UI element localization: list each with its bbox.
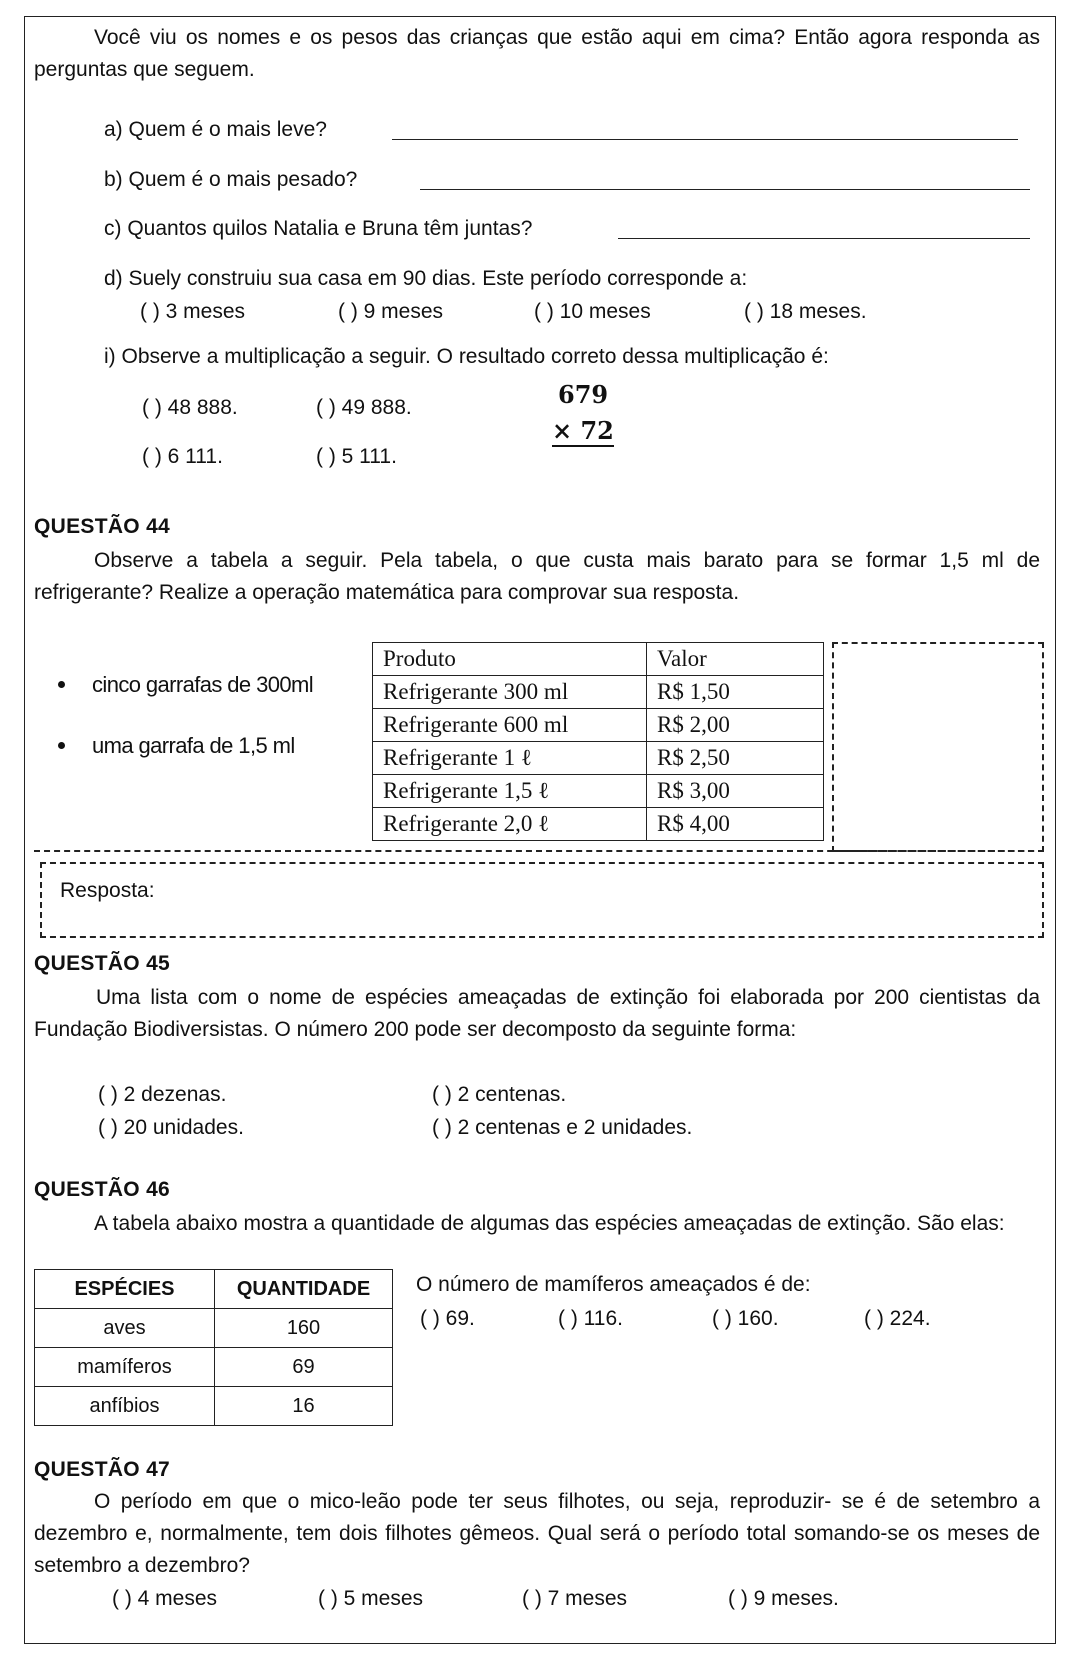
question-b: b) Quem é o mais pesado?	[104, 168, 358, 191]
table-cell: R$ 1,50	[647, 676, 824, 709]
option-d-3[interactable]: ( ) 10 meses	[534, 300, 651, 323]
table-cell: Refrigerante 600 ml	[373, 709, 647, 742]
question-d: d) Suely construiu sua casa em 90 dias. Este período corresponde a:	[104, 267, 748, 290]
calculation-box-top[interactable]	[832, 642, 1044, 852]
table-cell: R$ 4,00	[647, 808, 824, 841]
q44-bullet-1: cinco garrafas de 300ml	[92, 672, 313, 697]
option-d-4[interactable]: ( ) 18 meses.	[744, 300, 867, 323]
table-row	[373, 709, 824, 742]
q46-option-1[interactable]: ( ) 69.	[420, 1307, 475, 1330]
q44-text: Observe a tabela a seguir. Pela tabela, o que custa mais barato para se formar 1,5 ml de refrigerante? Realize a operação matemática para comprovar sua resposta.	[34, 549, 1040, 604]
table-header-cell: Produto	[373, 643, 647, 676]
question-i: i) Observe a multiplicação a seguir. O resultado correto dessa multiplicação é:	[104, 345, 829, 368]
price-table	[372, 642, 824, 841]
q47-option-4[interactable]: ( ) 9 meses.	[728, 1587, 839, 1610]
multiplication-bottom: × 72	[552, 416, 614, 445]
table-cell: R$ 2,50	[647, 742, 824, 775]
option-i-3[interactable]: ( ) 6 111.	[142, 445, 223, 468]
table-row	[35, 1348, 393, 1387]
q47-option-3[interactable]: ( ) 7 meses	[522, 1587, 628, 1610]
option-i-2[interactable]: ( ) 49 888.	[316, 396, 412, 419]
table-cell: 16	[215, 1387, 393, 1426]
bullet-icon	[58, 681, 65, 688]
question-a: a) Quem é o mais leve?	[104, 118, 327, 141]
table-row	[35, 1309, 393, 1348]
q46-option-3[interactable]: ( ) 160.	[712, 1307, 779, 1330]
table-row	[373, 775, 824, 808]
q45-option-4[interactable]: ( ) 2 centenas e 2 unidades.	[432, 1116, 693, 1139]
q46-option-2[interactable]: ( ) 116.	[558, 1307, 623, 1330]
q46-text: A tabela abaixo mostra a quantidade de algumas das espécies ameaçadas de extinção. São elas:	[94, 1212, 1005, 1235]
q45-option-3[interactable]: ( ) 20 unidades.	[98, 1116, 244, 1139]
answer-label: Resposta:	[60, 879, 155, 902]
bullet-icon	[58, 742, 65, 749]
intro-text: Você viu os nomes e os pesos das crianças que estão aqui em cima? Então agora responda as perguntas que seguem.	[34, 26, 1040, 81]
table-cell: Refrigerante 300 ml	[373, 676, 647, 709]
answer-line-b[interactable]	[420, 189, 1030, 190]
option-i-1[interactable]: ( ) 48 888.	[142, 396, 238, 419]
table-cell: Refrigerante 2,0 ℓ	[373, 808, 647, 841]
table-cell: 69	[215, 1348, 393, 1387]
calculation-box-bottom	[832, 850, 1044, 852]
question-c: c) Quantos quilos Natalia e Bruna têm juntas?	[104, 217, 533, 240]
table-row	[373, 808, 824, 841]
heading-q47: QUESTÃO 47	[34, 1458, 171, 1481]
q45-option-1[interactable]: ( ) 2 dezenas.	[98, 1083, 227, 1106]
table-header-row	[373, 643, 824, 676]
answer-line-c[interactable]	[618, 238, 1030, 239]
q47-option-1[interactable]: ( ) 4 meses	[112, 1587, 218, 1610]
table-header-cell: Valor	[647, 643, 824, 676]
q47-option-2[interactable]: ( ) 5 meses	[318, 1587, 424, 1610]
answer-line-a[interactable]	[392, 139, 1018, 140]
heading-q45: QUESTÃO 45	[34, 952, 171, 975]
table-cell: anfíbios	[35, 1387, 215, 1426]
q46-question: O número de mamíferos ameaçados é de:	[416, 1273, 811, 1296]
heading-q44: QUESTÃO 44	[34, 515, 171, 538]
q44-bullet-2: uma garrafa de 1,5 ml	[92, 733, 295, 758]
table-cell: mamíferos	[35, 1348, 215, 1387]
table-row	[373, 742, 824, 775]
option-i-4[interactable]: ( ) 5 111.	[316, 445, 397, 468]
table-cell: 160	[215, 1309, 393, 1348]
species-table	[34, 1269, 393, 1426]
table-cell: Refrigerante 1 ℓ	[373, 742, 647, 775]
table-header-cell: ESPÉCIES	[35, 1270, 215, 1309]
table-cell: R$ 3,00	[647, 775, 824, 808]
answer-box[interactable]	[40, 862, 1044, 938]
option-d-1[interactable]: ( ) 3 meses	[140, 300, 246, 323]
heading-q46: QUESTÃO 46	[34, 1178, 171, 1201]
q47-text: O período em que o mico-leão pode ter seus filhotes, ou seja, reproduzir- se é de setembro a dezembro e, normalmente, tem dois filhotes gêmeos. Qual será o período total somando-se os meses de setembro a dezembro?	[34, 1490, 1040, 1577]
table-cell: Refrigerante 1,5 ℓ	[373, 775, 647, 808]
q45-option-2[interactable]: ( ) 2 centenas.	[432, 1083, 567, 1106]
table-row	[373, 676, 824, 709]
option-d-2[interactable]: ( ) 9 meses	[338, 300, 444, 323]
q46-option-4[interactable]: ( ) 224.	[864, 1307, 931, 1330]
table-row	[35, 1387, 393, 1426]
table-cell: R$ 2,00	[647, 709, 824, 742]
q45-text: Uma lista com o nome de espécies ameaçadas de extinção foi elaborada por 200 cientistas da Fundação Biodiversistas. O número 200 pode ser decomposto da seguinte forma:	[34, 986, 1040, 1041]
calculation-box-left	[832, 642, 834, 852]
multiplication-top: 679	[558, 380, 609, 409]
table-header-row	[35, 1270, 393, 1309]
table-header-cell: QUANTIDADE	[215, 1270, 393, 1309]
table-cell: aves	[35, 1309, 215, 1348]
